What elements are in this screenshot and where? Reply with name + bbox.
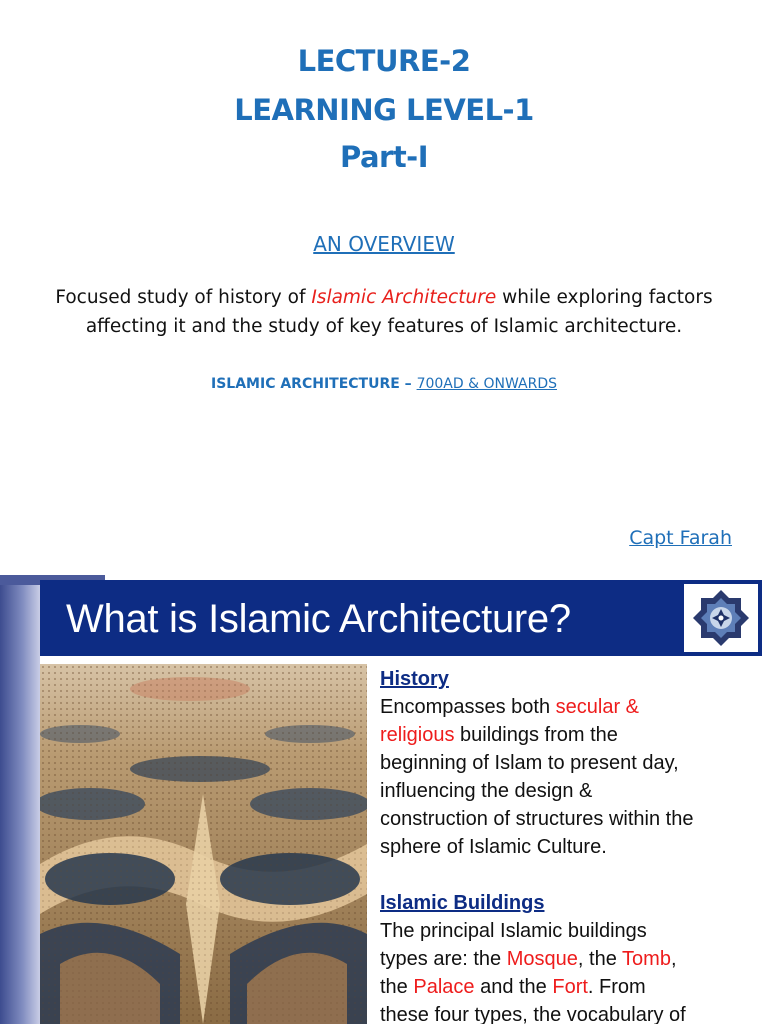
buildings-text: and the: [474, 976, 553, 998]
architecture-label: ISLAMIC ARCHITECTURE –: [211, 376, 417, 392]
history-heading: History: [380, 668, 449, 690]
slide-side-strip: [0, 575, 40, 1024]
slide-title: What is Islamic Architecture?: [66, 597, 571, 641]
islamic-buildings-heading: Islamic Buildings: [380, 892, 545, 914]
learning-level-title: LEARNING LEVEL-1: [234, 93, 534, 127]
islamic-star-emblem-icon: [684, 584, 758, 652]
buildings-text: ,: [670, 948, 677, 970]
history-line-3: beginning of Islam to present day,: [380, 752, 679, 774]
history-line-1: [380, 693, 760, 721]
history-text: Encompasses both: [380, 696, 556, 718]
buildings-line-2: [380, 945, 760, 973]
buildings-line-1: The principal Islamic buildings: [380, 920, 647, 942]
history-line-6: sphere of Islamic Culture.: [380, 836, 607, 858]
focus-text-line2: affecting it and the study of key features of Islamic architecture.: [85, 316, 683, 337]
architecture-period-line: [0, 376, 768, 392]
focus-text-start: Focused study of history of: [55, 287, 312, 308]
focus-paragraph: [30, 283, 738, 341]
building-type: Mosque: [506, 948, 578, 970]
buildings-text: . From: [587, 976, 646, 998]
buildings-text: the: [380, 976, 414, 998]
author-link[interactable]: Capt Farah: [629, 527, 732, 549]
history-highlight: secular &: [555, 696, 640, 718]
focus-emphasis: Islamic Architecture: [311, 287, 497, 308]
buildings-text: , the: [577, 948, 623, 970]
building-type: Palace: [413, 976, 475, 998]
lecture-title: LECTURE-2: [297, 44, 471, 78]
buildings-text: types are: the: [380, 948, 507, 970]
period-link[interactable]: 700AD & ONWARDS: [416, 376, 557, 392]
history-line-5: construction of structures within the: [380, 808, 694, 830]
history-line-4: influencing the design &: [380, 780, 593, 802]
buildings-line-4: these four types, the vocabulary of: [380, 1004, 686, 1024]
building-type: Tomb: [622, 948, 671, 970]
part-title: Part-I: [339, 140, 429, 174]
persian-carpet-image: [40, 664, 367, 1024]
slide-what-is-islamic-architecture: [0, 575, 768, 1024]
slide-text-column: [380, 665, 760, 1024]
focus-text-end: while exploring factors: [496, 287, 713, 308]
paragraph-gap: [380, 861, 760, 889]
history-highlight: religious: [380, 724, 455, 746]
history-text: buildings from the: [454, 724, 618, 746]
building-type: Fort: [552, 976, 588, 998]
history-line-2: [380, 721, 760, 749]
buildings-line-3: [380, 973, 760, 1001]
overview-heading[interactable]: AN OVERVIEW: [313, 232, 455, 256]
